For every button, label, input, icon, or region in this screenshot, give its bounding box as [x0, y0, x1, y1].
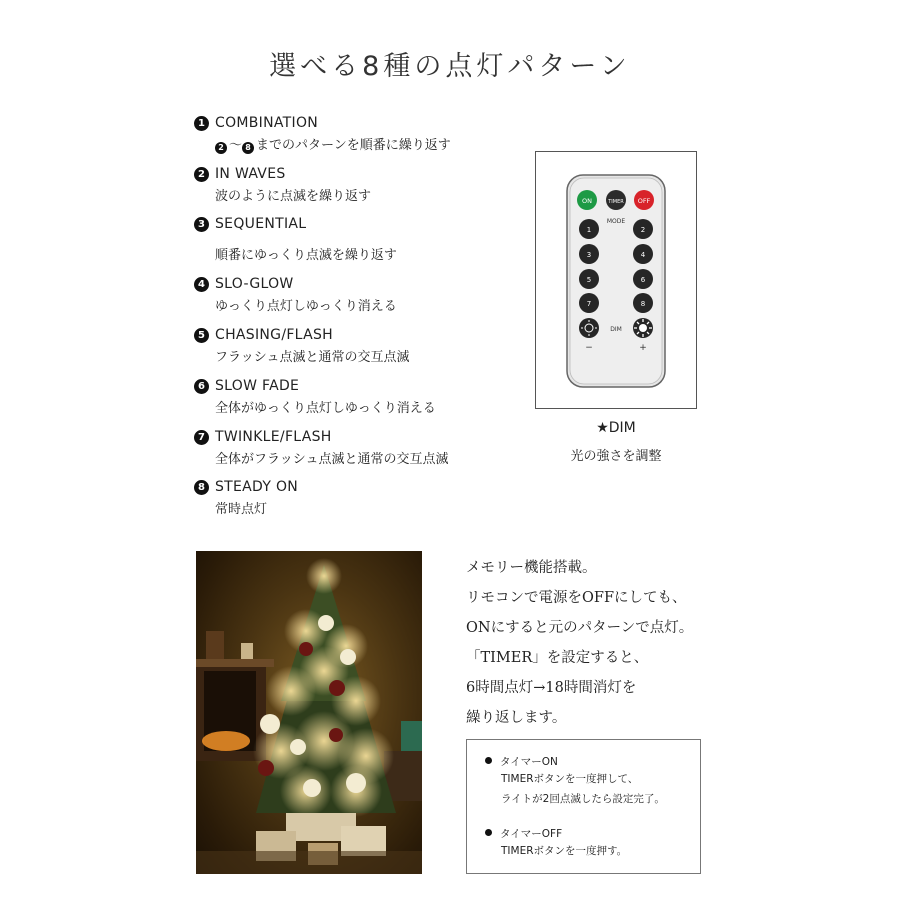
remote-control-icon — [536, 152, 696, 408]
timer-instructions-box — [466, 739, 701, 874]
remote-key-8: 8 — [640, 300, 646, 308]
pattern-item — [194, 324, 409, 365]
pattern-name: COMBINATION — [215, 115, 319, 131]
number-badge-icon: 4 — [194, 277, 209, 292]
pattern-name: TWINKLE/FLASH — [215, 429, 332, 445]
dim-desc: 光の強さを調整 — [570, 449, 662, 464]
timer-on-item — [485, 754, 665, 809]
pattern-item — [194, 163, 371, 204]
pattern-desc — [215, 134, 451, 154]
pattern-item — [194, 375, 436, 416]
pattern-name: CHASING/FLASH — [215, 327, 333, 343]
timer-on-line: ライトが2回点滅したら設定完了。 — [501, 793, 665, 805]
pattern-item — [194, 273, 397, 314]
christmas-tree-icon — [196, 551, 422, 874]
pattern-desc: 全体がゆっくり点灯しゆっくり消える — [215, 401, 436, 416]
number-badge-icon: 2 — [215, 142, 227, 154]
pattern-desc: 波のように点滅を繰り返す — [215, 189, 372, 204]
pattern-name: STEADY ON — [215, 479, 299, 495]
timer-off-title: タイマーOFF — [500, 828, 563, 840]
pattern-desc: 常時点灯 — [215, 502, 268, 517]
page-title: 選べる8種の点灯パターン — [269, 51, 631, 82]
number-badge-icon: 6 — [194, 379, 209, 394]
timer-off-line: TIMERボタンを一度押す。 — [501, 845, 628, 857]
pattern-name: IN WAVES — [215, 166, 286, 182]
bullet-icon — [485, 757, 492, 764]
timer-off-item — [485, 826, 627, 861]
memory-line: ONにすると元のパターンで点灯。 — [466, 620, 694, 636]
remote-key-1: 1 — [586, 226, 592, 234]
pattern-item — [194, 213, 397, 263]
remote-timer-label: TIMER — [608, 199, 624, 205]
pattern-item — [194, 476, 298, 517]
pattern-desc: 順番にゆっくり点滅を繰り返す — [215, 248, 397, 263]
number-badge-icon: 5 — [194, 328, 209, 343]
remote-key-3: 3 — [586, 251, 592, 259]
remote-key-5: 5 — [586, 276, 592, 284]
pattern-desc: フラッシュ点滅と通常の交互点滅 — [215, 350, 410, 365]
memory-line: リモコンで電源をOFFにしても、 — [466, 590, 687, 606]
christmas-tree-photo — [196, 551, 422, 874]
remote-dim-label: DIM — [610, 326, 622, 333]
memory-line: 繰り返します。 — [466, 710, 567, 726]
pattern-desc: ゆっくり点灯しゆっくり消える — [215, 299, 397, 314]
pattern-name: SLO-GLOW — [215, 276, 294, 292]
remote-key-2: 2 — [640, 226, 646, 234]
number-badge-icon: 3 — [194, 217, 209, 232]
number-badge-icon: 2 — [194, 167, 209, 182]
number-badge-icon: 8 — [194, 480, 209, 495]
dim-title: ★DIM — [596, 420, 636, 436]
number-badge-icon: 7 — [194, 430, 209, 445]
range-separator: ～ — [229, 138, 243, 153]
remote-key-4: 4 — [640, 251, 646, 259]
memory-feature-text — [466, 553, 766, 733]
pattern-desc: 全体がフラッシュ点滅と通常の交互点滅 — [215, 452, 449, 467]
number-badge-icon: 1 — [194, 116, 209, 131]
remote-mode-label: MODE — [606, 218, 626, 225]
dim-up-icon — [633, 318, 653, 338]
memory-line: メモリー機能搭載。 — [466, 560, 597, 576]
pattern-desc-text: までのパターンを順番に繰り返す — [256, 138, 451, 153]
pattern-item — [194, 112, 451, 154]
pattern-name: SEQUENTIAL — [215, 216, 307, 232]
timer-on-title: タイマーON — [500, 756, 558, 768]
number-badge-icon: 8 — [242, 142, 254, 154]
remote-on-label: ON — [582, 197, 592, 205]
pattern-name: SLOW FADE — [215, 378, 300, 394]
remote-control-image — [535, 151, 697, 409]
bullet-icon — [485, 829, 492, 836]
dim-down-icon — [579, 318, 599, 338]
remote-key-7: 7 — [586, 300, 592, 308]
memory-line: 6時間点灯→18時間消灯を — [466, 680, 637, 696]
timer-on-line: TIMERボタンを一度押して、 — [501, 773, 639, 785]
remote-minus-label: − — [585, 343, 593, 353]
memory-line: 「TIMER」を設定すると、 — [466, 650, 649, 666]
remote-key-6: 6 — [640, 276, 646, 284]
pattern-item — [194, 426, 448, 467]
remote-off-label: OFF — [637, 197, 651, 205]
remote-plus-label: + — [639, 343, 647, 353]
